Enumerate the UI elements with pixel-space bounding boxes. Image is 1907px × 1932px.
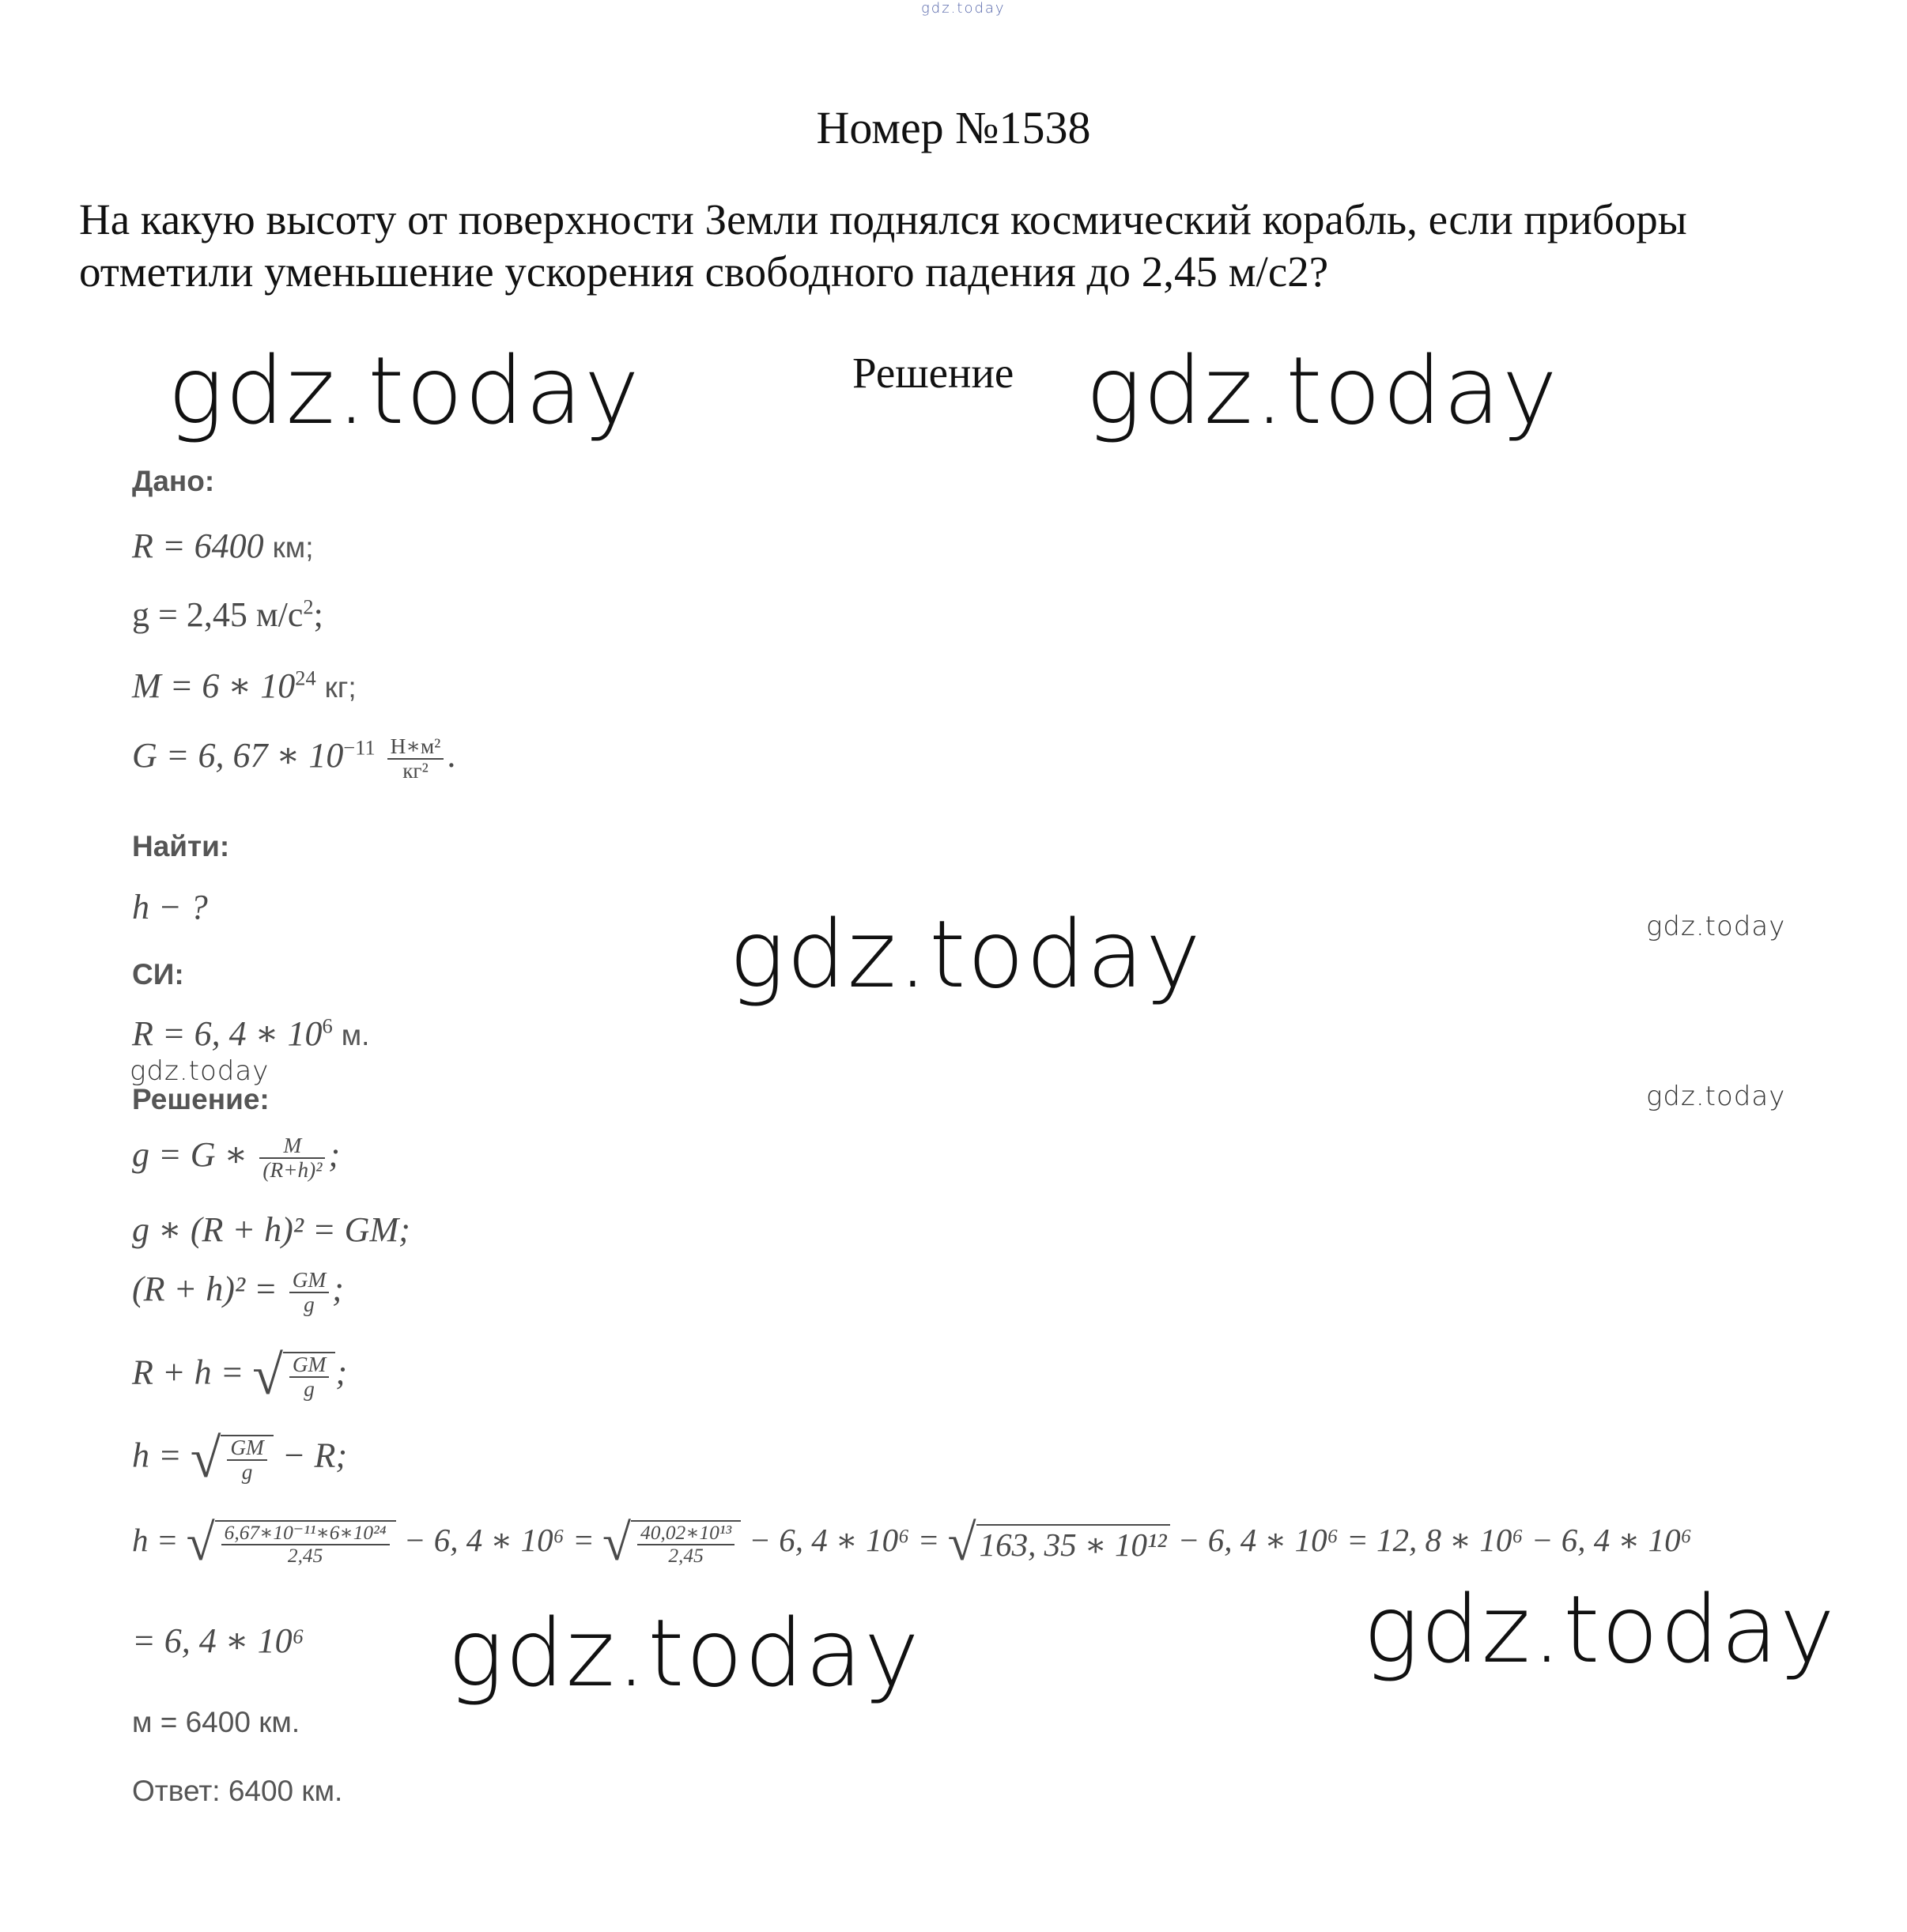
step-4-den: g [304,1376,315,1401]
given-gconst-fraction [387,735,444,782]
step-2: g ∗ (R + h)² = GM; [132,1210,410,1249]
step-5 [132,1427,347,1491]
step-8: м = 6400 км. [132,1706,300,1738]
step-4-num: GM [289,1353,329,1378]
given-m-value: M = 6 ∗ 10 [132,666,296,705]
step-6-sqrt-1: √ $\frac{\text{6,67∗10⁻¹¹∗6∗10²⁴}}{2,45}$ [187,1514,396,1573]
si-r [132,1013,369,1054]
given-g-tail: ; [313,595,323,634]
page-title: Номер №1538 [816,102,1091,153]
given-gconst-exp: −11 [343,735,376,760]
given-label: Дано: [132,465,215,497]
si-label: СИ: [132,958,184,991]
given-g-exp: 2 [303,594,314,619]
watermark-big-bottom-right: gdz.today [1363,1575,1837,1684]
solution-heading: Решение [852,349,1014,397]
si-r-value: R = 6, 4 ∗ 10 [132,1014,323,1053]
step-6-fraction-2 [637,1523,734,1566]
watermark-big-right: gdz.today [1086,336,1559,445]
watermark-big-left: gdz.today [168,336,641,445]
step-4-tail: ; [335,1353,347,1392]
step-5-sqrt: √ $\frac{GM}{g}$ [191,1427,274,1491]
step-6-mid-1: − 6, 4 ∗ 10⁶ = [403,1521,595,1558]
step-4-sqrt: √ $\frac{GM}{g}$ [252,1344,335,1408]
step-6-left: h = [132,1521,179,1558]
step-7: = 6, 4 ∗ 10⁶ [132,1621,304,1660]
step-4 [132,1344,347,1408]
step-6-sqrt-3: √163, 35 ∗ 10¹² [948,1514,1170,1573]
given-m [132,666,357,706]
step-1-tail: ; [328,1135,341,1174]
step-3-fraction [289,1269,329,1315]
given-gconst-den: кг² [402,758,429,783]
given-m-exp: 24 [295,666,316,690]
step-1-num: M [259,1134,325,1159]
step-6-num-1: 6,67∗10⁻¹¹∗6∗10²⁴ [221,1523,390,1545]
step-4-fraction [289,1353,329,1400]
step-6-sqrt-2: √ $\frac{\text{40,02∗10¹³}}{2,45}$ [602,1514,741,1573]
si-r-unit: м. [341,1019,370,1051]
step-3 [132,1269,344,1316]
given-g [132,594,323,635]
step-1-den: (R+h)² [262,1157,323,1182]
answer: Ответ: 6400 км. [132,1775,343,1807]
watermark-small-left: gdz.today [130,1055,270,1087]
given-r [132,526,313,566]
step-6-mid-2: − 6, 4 ∗ 10⁶ = [749,1521,940,1558]
watermark-small-right-2: gdz.today [1646,1081,1786,1112]
watermark-big-middle: gdz.today [729,900,1203,1009]
step-1 [132,1134,340,1182]
step-1-left: g = G ∗ [132,1135,248,1174]
watermark-big-bottom-left: gdz.today [447,1598,921,1707]
step-6-num-2: 40,02∗10¹³ [637,1523,734,1545]
problem-text: На какую высоту от поверхности Земли поднялся космический корабль, если приборы отметили уменьшение ускорения свободного падения до 2,45 м/с2? [79,195,1687,296]
step-6-den-1: 2,45 [287,1544,323,1567]
watermark-top: gdz.today [921,0,1006,17]
step-5-tail: − R; [281,1436,347,1475]
step-5-num: GM [227,1436,266,1461]
step-5-den: g [241,1459,253,1484]
given-gconst-tail: . [447,736,456,775]
given-gconst [132,735,455,783]
step-3-den: g [304,1292,315,1316]
si-r-exp: 6 [322,1013,333,1038]
step-6-den-2: 2,45 [668,1544,704,1567]
step-3-num: GM [289,1269,329,1293]
step-1-fraction [259,1134,325,1181]
step-3-left: (R + h)² = [132,1270,278,1308]
step-6 [132,1514,1692,1573]
given-gconst-value: G = 6, 67 ∗ 10 [132,736,344,775]
find-label: Найти: [132,830,230,862]
step-6-fraction-1 [221,1523,390,1566]
step-4-left: R + h = [132,1353,244,1392]
step-6-tail: − 6, 4 ∗ 10⁶ = 12, 8 ∗ 10⁶ − 6, 4 ∗ 10⁶ [1177,1521,1692,1558]
step-5-fraction [227,1436,266,1483]
step-3-tail: ; [332,1270,344,1308]
find-value: h − ? [132,888,208,926]
given-r-value: R = 6400 [132,526,264,565]
given-r-unit: км; [272,531,314,564]
solution-label: Решение: [132,1083,270,1115]
step-5-left: h = [132,1436,182,1475]
step-6-root-3: 163, 35 ∗ 10¹² [976,1524,1170,1564]
given-m-unit: кг; [324,671,357,704]
given-g-value: g = 2,45 м/с [132,595,304,634]
given-gconst-num: Н∗м² [387,735,444,760]
watermark-small-right-1: gdz.today [1646,911,1786,942]
